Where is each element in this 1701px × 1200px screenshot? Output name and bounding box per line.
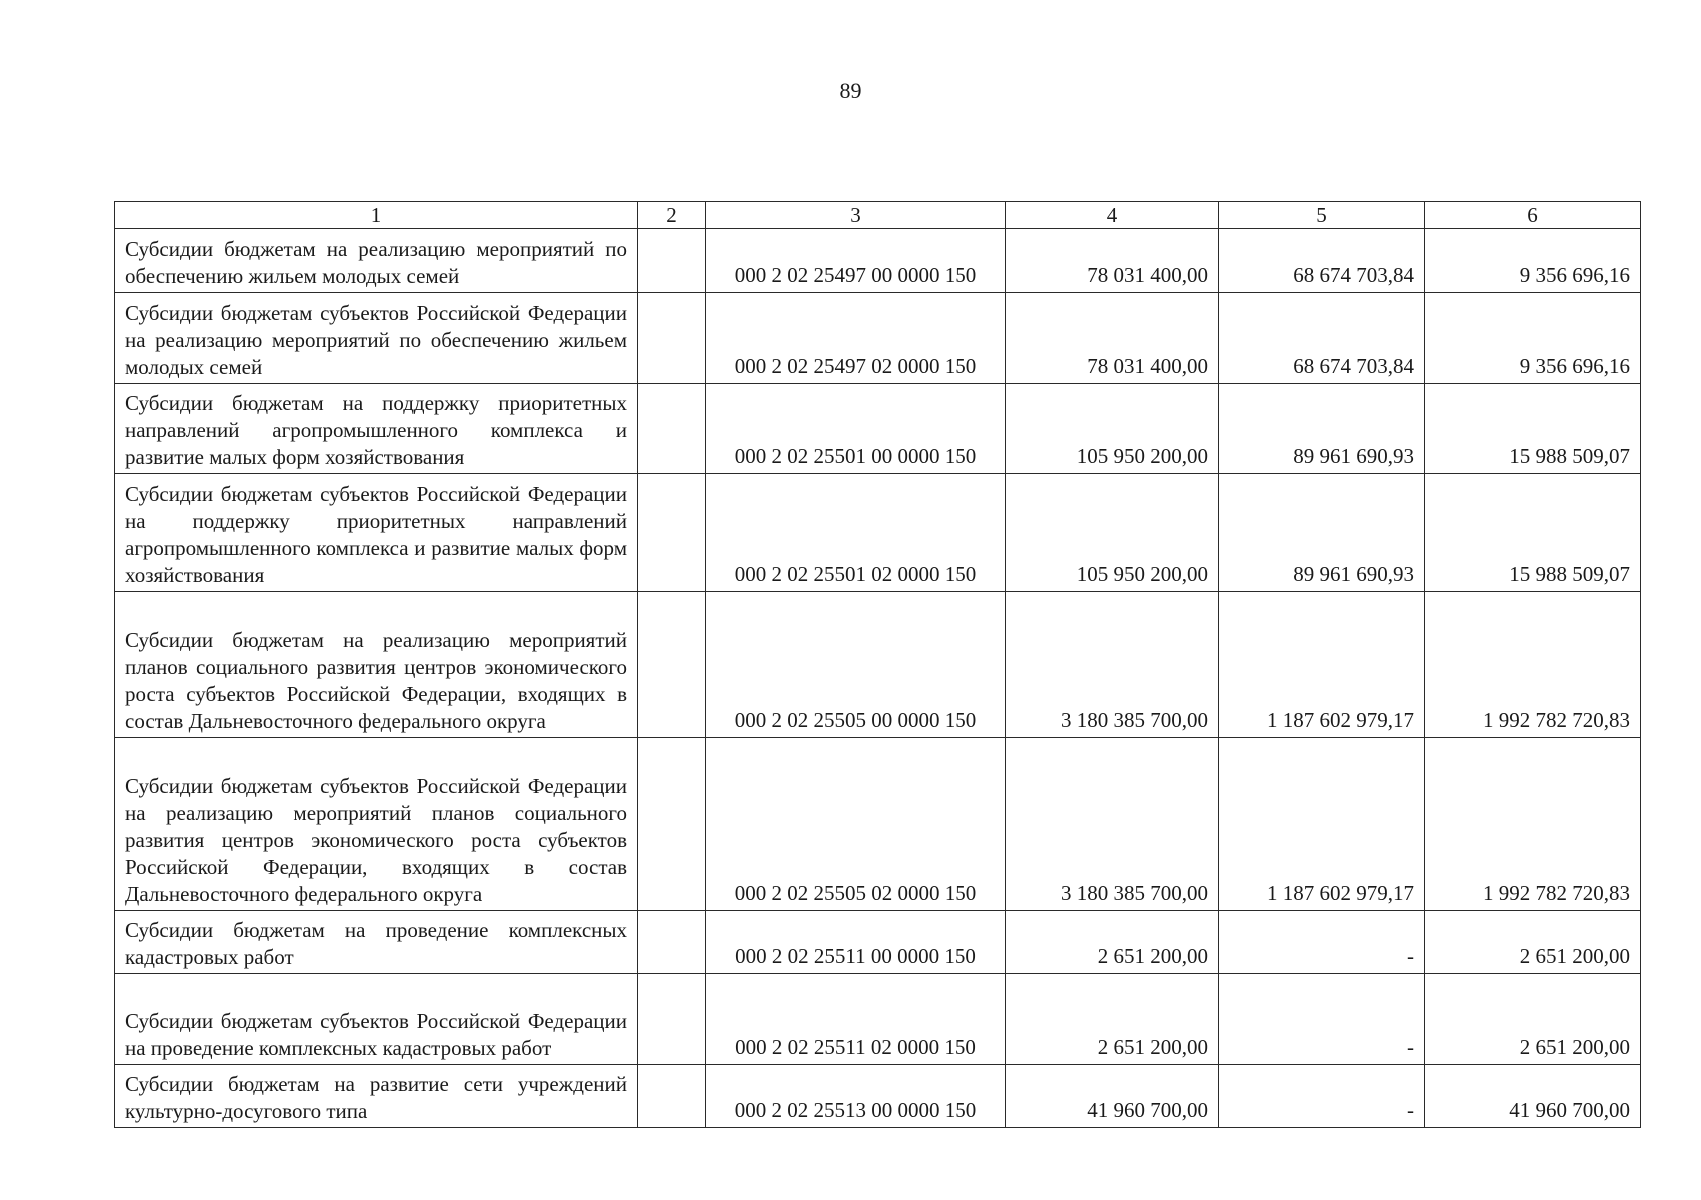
table-row bbox=[115, 229, 1641, 293]
column-header: 5 bbox=[1219, 202, 1425, 229]
row-description: Субсидии бюджетам на развитие сети учреждений культурно-досугового типа bbox=[115, 1065, 638, 1128]
table-row bbox=[115, 738, 1641, 911]
row-col6: 9 356 696,16 bbox=[1425, 293, 1641, 384]
row-col6: 1 992 782 720,83 bbox=[1425, 738, 1641, 911]
row-col4: 3 180 385 700,00 bbox=[1006, 592, 1219, 738]
table-row bbox=[115, 1065, 1641, 1128]
row-col5: 89 961 690,93 bbox=[1219, 474, 1425, 592]
row-description: Субсидии бюджетам на проведение комплексных кадастровых работ bbox=[115, 911, 638, 974]
row-col4: 105 950 200,00 bbox=[1006, 474, 1219, 592]
row-col6: 1 992 782 720,83 bbox=[1425, 592, 1641, 738]
row-col6: 2 651 200,00 bbox=[1425, 911, 1641, 974]
row-col2 bbox=[638, 974, 706, 1065]
row-col5: 68 674 703,84 bbox=[1219, 293, 1425, 384]
row-description: Субсидии бюджетам на поддержку приоритетных направлений агропромышленного комплекса и развитие малых форм хозяйствования bbox=[115, 384, 638, 474]
row-col2 bbox=[638, 474, 706, 592]
row-col4: 41 960 700,00 bbox=[1006, 1065, 1219, 1128]
column-header: 4 bbox=[1006, 202, 1219, 229]
column-header: 6 bbox=[1425, 202, 1641, 229]
row-col5: - bbox=[1219, 911, 1425, 974]
row-description: Субсидии бюджетам на реализацию мероприятий по обеспечению жильем молодых семей bbox=[115, 229, 638, 293]
row-col2 bbox=[638, 911, 706, 974]
row-code: 000 2 02 25497 00 0000 150 bbox=[706, 229, 1006, 293]
row-col6: 2 651 200,00 bbox=[1425, 974, 1641, 1065]
row-col5: 68 674 703,84 bbox=[1219, 229, 1425, 293]
row-col4: 105 950 200,00 bbox=[1006, 384, 1219, 474]
column-header: 1 bbox=[115, 202, 638, 229]
row-col5: 1 187 602 979,17 bbox=[1219, 592, 1425, 738]
row-code: 000 2 02 25501 02 0000 150 bbox=[706, 474, 1006, 592]
row-col6: 15 988 509,07 bbox=[1425, 474, 1641, 592]
row-col6: 41 960 700,00 bbox=[1425, 1065, 1641, 1128]
row-description: Субсидии бюджетам субъектов Российской Федерации на реализацию мероприятий планов социального развития центров экономического роста субъектов Российской Федерации, входящих в состав Дальневосточного федерального округа bbox=[115, 738, 638, 911]
row-col4: 3 180 385 700,00 bbox=[1006, 738, 1219, 911]
column-header: 2 bbox=[638, 202, 706, 229]
row-code: 000 2 02 25513 00 0000 150 bbox=[706, 1065, 1006, 1128]
budget-table bbox=[114, 201, 1641, 1128]
row-code: 000 2 02 25511 02 0000 150 bbox=[706, 974, 1006, 1065]
table-row bbox=[115, 974, 1641, 1065]
page-number: 89 bbox=[839, 78, 862, 103]
row-col4: 2 651 200,00 bbox=[1006, 911, 1219, 974]
row-col5: 1 187 602 979,17 bbox=[1219, 738, 1425, 911]
row-code: 000 2 02 25505 00 0000 150 bbox=[706, 592, 1006, 738]
table-row bbox=[115, 293, 1641, 384]
row-code: 000 2 02 25505 02 0000 150 bbox=[706, 738, 1006, 911]
table-row bbox=[115, 911, 1641, 974]
row-col2 bbox=[638, 1065, 706, 1128]
row-code: 000 2 02 25497 02 0000 150 bbox=[706, 293, 1006, 384]
table-row bbox=[115, 474, 1641, 592]
row-col2 bbox=[638, 384, 706, 474]
row-col6: 9 356 696,16 bbox=[1425, 229, 1641, 293]
row-col5: - bbox=[1219, 1065, 1425, 1128]
row-description: Субсидии бюджетам субъектов Российской Федерации на проведение комплексных кадастровых работ bbox=[115, 974, 638, 1065]
row-col2 bbox=[638, 592, 706, 738]
row-description: Субсидии бюджетам на реализацию мероприятий планов социального развития центров экономического роста субъектов Российской Федерации, входящих в состав Дальневосточного федерального округа bbox=[115, 592, 638, 738]
header-row bbox=[115, 202, 1641, 229]
row-col4: 78 031 400,00 bbox=[1006, 293, 1219, 384]
row-col4: 2 651 200,00 bbox=[1006, 974, 1219, 1065]
row-col6: 15 988 509,07 bbox=[1425, 384, 1641, 474]
column-header: 3 bbox=[706, 202, 1006, 229]
row-description: Субсидии бюджетам субъектов Российской Федерации на реализацию мероприятий по обеспечению жильем молодых семей bbox=[115, 293, 638, 384]
row-code: 000 2 02 25501 00 0000 150 bbox=[706, 384, 1006, 474]
row-col4: 78 031 400,00 bbox=[1006, 229, 1219, 293]
row-col2 bbox=[638, 738, 706, 911]
row-col2 bbox=[638, 293, 706, 384]
row-col5: - bbox=[1219, 974, 1425, 1065]
table-row bbox=[115, 384, 1641, 474]
row-description: Субсидии бюджетам субъектов Российской Федерации на поддержку приоритетных направлений агропромышленного комплекса и развитие малых форм хозяйствования bbox=[115, 474, 638, 592]
table-row bbox=[115, 592, 1641, 738]
row-code: 000 2 02 25511 00 0000 150 bbox=[706, 911, 1006, 974]
row-col5: 89 961 690,93 bbox=[1219, 384, 1425, 474]
row-col2 bbox=[638, 229, 706, 293]
